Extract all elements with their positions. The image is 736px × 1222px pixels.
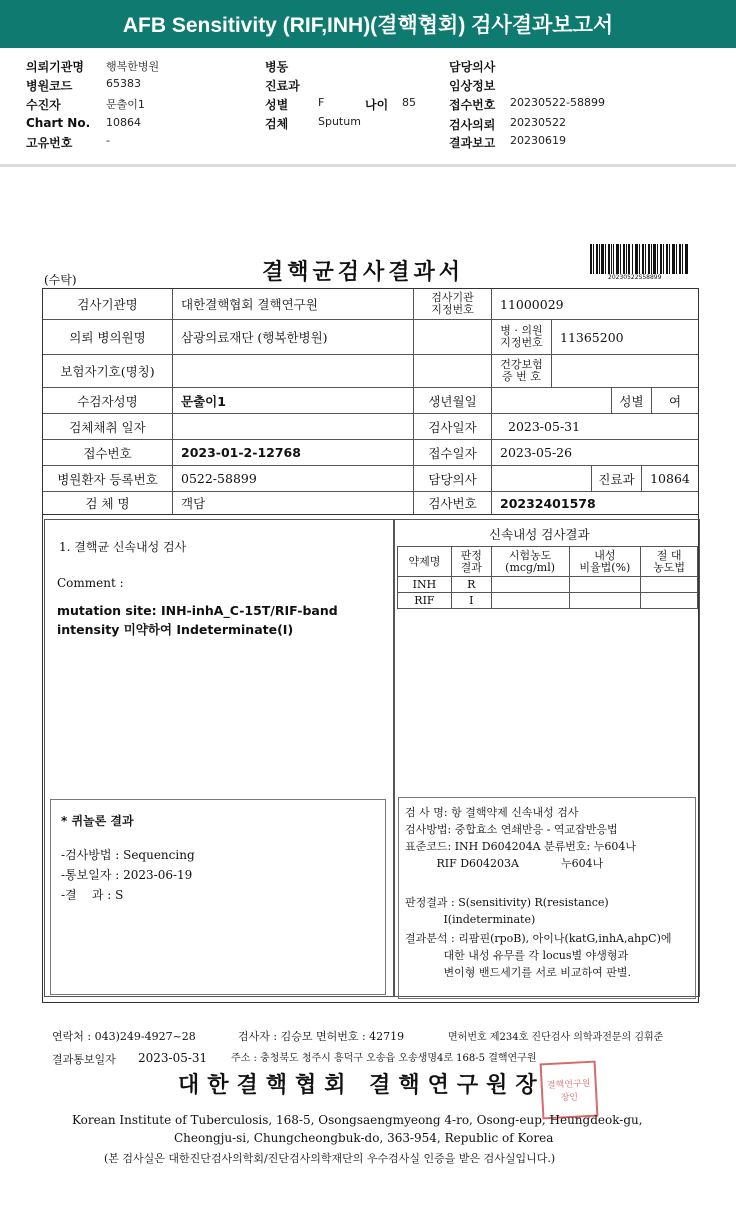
grid-value bbox=[173, 355, 414, 387]
grid-spacer bbox=[414, 355, 492, 387]
grid-label: 검사기관명 bbox=[43, 289, 173, 319]
grid-value bbox=[492, 388, 612, 413]
drug-concentration bbox=[491, 593, 569, 609]
drug-proportion bbox=[569, 577, 641, 593]
report-info-grid bbox=[42, 288, 699, 515]
info-label-age: 나이 bbox=[365, 98, 389, 112]
drug-name: RIF bbox=[398, 593, 452, 609]
info-label-clinical: 임상정보 bbox=[449, 79, 496, 93]
info-value-report-date: 20230619 bbox=[510, 134, 566, 147]
grid-label: 건강보험 증 번 호 bbox=[492, 355, 552, 387]
method-line: I(indeterminate) bbox=[405, 913, 536, 926]
info-value-institution: 행복한병원 bbox=[106, 60, 160, 73]
comment-label: Comment : bbox=[57, 576, 124, 590]
grid-value: 문출이1 bbox=[173, 388, 414, 413]
scanned-report bbox=[0, 167, 736, 1222]
info-label-specimen: 검체 bbox=[265, 117, 289, 131]
report-doc-title: 결핵균검사결과서 bbox=[262, 260, 465, 285]
grid-label: 검체채취 일자 bbox=[43, 414, 173, 439]
resistance-table bbox=[397, 546, 698, 609]
patient-info-panel bbox=[0, 50, 736, 150]
grid-value: 20232401578 bbox=[500, 495, 596, 511]
grid-value: 객담 bbox=[173, 492, 414, 514]
barcode-image bbox=[590, 244, 688, 274]
info-value-accession: 20230522-58899 bbox=[510, 96, 605, 109]
grid-value: 10864 bbox=[650, 471, 690, 486]
grid-row bbox=[43, 355, 698, 388]
footer-certification-note: (본 검사실은 대한진단검사의학회/진단검사의학재단의 우수검사실 인증을 받은 검사실입니다.) bbox=[104, 1152, 556, 1165]
test-method-box bbox=[398, 797, 696, 999]
grid-label: 접수일자 bbox=[414, 440, 492, 465]
method-line: 검 사 명: 항 결핵약제 신속내성 검사 bbox=[405, 806, 579, 819]
footer-english-address-1: Korean Institute of Tuberculosis, 168-5, Osongsaengmyeong 4-ro, Osong-eup, Heungdeok-gu, bbox=[72, 1113, 643, 1127]
quinolone-method: -검사방법 : Sequencing bbox=[61, 848, 195, 862]
grid-value: 2023-01-2-12768 bbox=[173, 440, 414, 465]
info-label-sex: 성별 bbox=[265, 98, 289, 112]
barcode-number: 20230522S58899 bbox=[608, 274, 662, 281]
drug-result: I bbox=[451, 593, 491, 609]
footer-report-date: 2023-05-31 bbox=[138, 1051, 208, 1065]
grid-value: 삼광의료재단 (행복한병원) bbox=[173, 320, 414, 354]
info-value-patient: 문출이1 bbox=[106, 98, 145, 111]
method-line: 표준코드: INH D604204A 분류번호: 누604나 bbox=[405, 840, 636, 853]
info-label-institution: 의뢰기관명 bbox=[26, 60, 84, 74]
grid-value: 여 bbox=[668, 393, 682, 409]
quinolone-title: * 퀴놀론 결과 bbox=[61, 814, 134, 828]
grid-label: 검사기관 지정번호 bbox=[414, 289, 492, 319]
grid-label: 진료과 bbox=[592, 466, 642, 491]
footer-english-address-2: Cheongju-si, Chungcheongbuk-do, 363-954, Republic of Korea bbox=[174, 1131, 554, 1145]
quinolone-result-box bbox=[50, 799, 386, 995]
report-title: AFB Sensitivity (RIF,INH)(결핵협회) 검사결과보고서 bbox=[122, 14, 614, 37]
quinolone-result: -결 과 : S bbox=[61, 888, 124, 902]
grid-value bbox=[552, 355, 698, 387]
info-label-unique-no: 고유번호 bbox=[26, 136, 73, 150]
rapid-test-heading: 1. 결핵균 신속내성 검사 bbox=[59, 540, 187, 554]
header-absolute: 절 대 농도법 bbox=[641, 547, 698, 577]
grid-label: 성별 bbox=[612, 388, 652, 413]
grid-row bbox=[43, 414, 698, 440]
method-line: 결과분석 : 리팜핀(rpoB), 아이나(katG,inhA,ahpC)에 bbox=[405, 932, 672, 945]
drug-proportion bbox=[569, 593, 641, 609]
institute-name: 대한결핵협회 결핵연구원장 bbox=[178, 1073, 545, 1098]
info-value-sex: F bbox=[318, 96, 325, 109]
method-line: 변이형 밴드세기를 서로 비교하여 판별. bbox=[405, 966, 631, 979]
grid-label: 검사번호 bbox=[414, 492, 492, 514]
drug-concentration bbox=[491, 577, 569, 593]
header-concentration: 시험농도 (mcg/ml) bbox=[491, 547, 569, 577]
grid-label: 검사일자 bbox=[414, 414, 492, 439]
mutation-line-1: mutation site: INH-inhA_C-15T/RIF-band bbox=[57, 603, 338, 618]
footer-inspector: 검사자 : 김승모 면허번호 : 42719 bbox=[238, 1030, 405, 1043]
grid-label: 병 · 의원 지정번호 bbox=[492, 320, 552, 354]
grid-value bbox=[173, 414, 414, 439]
info-value-age: 85 bbox=[402, 96, 416, 109]
footer-report-date-label: 결과통보일자 bbox=[52, 1053, 116, 1066]
grid-label: 담당의사 bbox=[414, 466, 492, 491]
grid-label: 병원환자 등록번호 bbox=[43, 466, 173, 491]
info-value-hospital-code: 65383 bbox=[106, 77, 141, 90]
info-value-specimen: Sputum bbox=[318, 115, 361, 128]
drug-absolute bbox=[641, 593, 698, 609]
info-value-chart-no: 10864 bbox=[106, 116, 141, 129]
drug-name: INH bbox=[398, 577, 452, 593]
consignment-label: (수탁) bbox=[44, 273, 77, 287]
info-label-hospital-code: 병원코드 bbox=[26, 79, 73, 93]
grid-row bbox=[43, 320, 698, 355]
footer-address: 주소 : 충청북도 청주시 흥덕구 오송읍 오송생명4로 168-5 결핵연구원 bbox=[231, 1053, 537, 1064]
table-row bbox=[398, 593, 698, 609]
method-line: RIF D604203A 누604나 bbox=[405, 857, 604, 870]
footer-contact: 연락처 : 043)249-4927~28 bbox=[52, 1030, 196, 1043]
info-label-report-date: 결과보고 bbox=[449, 136, 496, 150]
mutation-comment bbox=[57, 601, 387, 639]
grid-label: 보험자기호(명칭) bbox=[43, 355, 173, 387]
grid-label: 생년월일 bbox=[414, 388, 492, 413]
grid-value bbox=[492, 466, 592, 491]
grid-row bbox=[43, 388, 698, 414]
rapid-resistance-title: 신속내성 검사결과 bbox=[489, 527, 590, 542]
grid-value: 0522-58899 bbox=[173, 466, 414, 491]
grid-value: 11365200 bbox=[560, 329, 624, 345]
info-label-chart-no: Chart No. bbox=[26, 116, 91, 130]
info-label-patient: 수진자 bbox=[26, 98, 61, 112]
method-line: 검사방법: 중합효소 연쇄반응 - 역교잡반응법 bbox=[405, 823, 618, 836]
header-drug: 약제명 bbox=[398, 547, 452, 577]
info-value-request-date: 20230522 bbox=[510, 116, 566, 129]
grid-row bbox=[43, 492, 698, 514]
info-value-unique-no: - bbox=[106, 134, 110, 147]
official-seal-stamp bbox=[540, 1061, 599, 1120]
header-proportion: 내성 비율법(%) bbox=[569, 547, 641, 577]
grid-row bbox=[43, 289, 698, 320]
grid-row bbox=[43, 466, 698, 492]
resistance-table-header bbox=[398, 547, 698, 577]
method-line: 판정결과 : S(sensitivity) R(resistance) bbox=[405, 896, 609, 909]
grid-label: 검 체 명 bbox=[43, 492, 173, 514]
grid-value: 2023-05-26 bbox=[500, 445, 573, 460]
grid-value: 2023-05-31 bbox=[508, 419, 581, 434]
header-result: 판정 결과 bbox=[451, 547, 491, 577]
grid-label: 접수번호 bbox=[43, 440, 173, 465]
report-title-bar bbox=[0, 0, 736, 48]
footer-license: 면허번호 제234호 진단검사 의학과전문의 김휘준 bbox=[448, 1032, 664, 1043]
info-label-doctor: 담당의사 bbox=[449, 60, 496, 74]
drug-result: R bbox=[451, 577, 491, 593]
info-label-request-date: 검사의뢰 bbox=[449, 118, 496, 132]
grid-label: 의뢰 병의원명 bbox=[43, 320, 173, 354]
quinolone-date: -통보일자 : 2023-06-19 bbox=[61, 868, 193, 882]
table-row bbox=[398, 577, 698, 593]
grid-value: 11000029 bbox=[500, 296, 564, 312]
grid-row bbox=[43, 440, 698, 466]
info-label-accession: 접수번호 bbox=[449, 98, 496, 112]
method-line: 대한 내성 유무를 각 locus별 야생형과 bbox=[405, 949, 629, 962]
stamp-text: 결핵연구원장인 bbox=[546, 1078, 591, 1104]
info-label-department: 진료과 bbox=[265, 79, 300, 93]
grid-value: 대한결핵협회 결핵연구원 bbox=[173, 289, 414, 319]
mutation-line-2: intensity 미약하여 Indeterminate(I) bbox=[57, 622, 294, 637]
info-label-ward: 병동 bbox=[265, 60, 289, 74]
grid-label: 수검자성명 bbox=[43, 388, 173, 413]
grid-spacer bbox=[414, 320, 492, 354]
drug-absolute bbox=[641, 577, 698, 593]
